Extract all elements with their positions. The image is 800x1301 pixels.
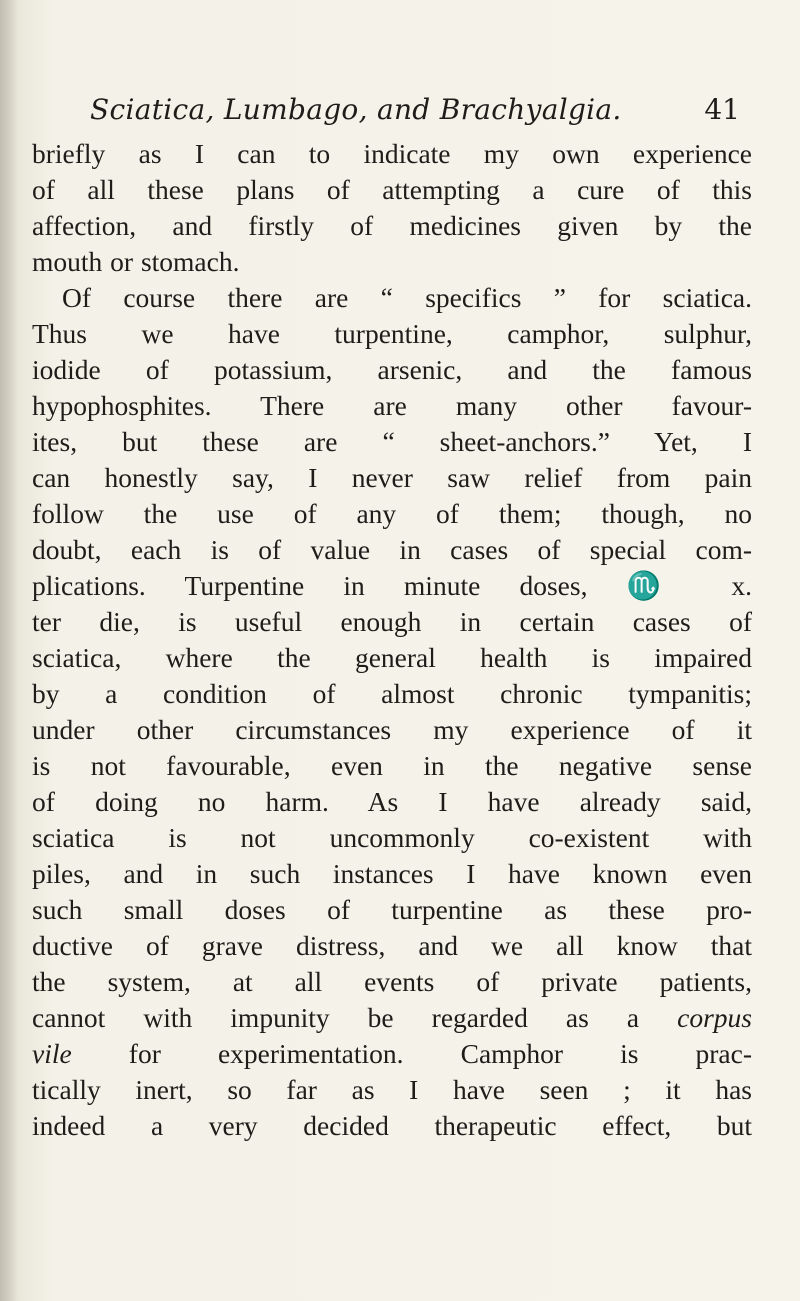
text-line: under other circumstances my experience of it <box>32 714 752 745</box>
text-line: sciatica, where the general health is impaired <box>32 642 752 673</box>
text-line: Thus we have turpentine, camphor, sulphur, <box>32 318 752 349</box>
text-line: is not favourable, even in the negative sense <box>32 750 752 781</box>
page-number: 41 <box>704 93 740 126</box>
running-title: Sciatica, Lumbago, and Brachyalgia. <box>90 93 622 126</box>
text-line: ter die, is useful enough in certain cases of <box>32 606 752 637</box>
text-line: can honestly say, I never saw relief from pain <box>32 462 752 493</box>
text-line: Of course there are “ specifics ” for sciatica. <box>62 282 752 313</box>
text-line: such small doses of turpentine as these pro- <box>32 894 752 925</box>
text-line: tically inert, so far as I have seen ; it has <box>32 1074 752 1105</box>
text-line: briefly as I can to indicate my own experience <box>32 138 752 169</box>
text-line: ites, but these are “ sheet-anchors.” Yet, I <box>32 426 752 457</box>
text-line: indeed a very decided therapeutic effect, but <box>32 1110 752 1141</box>
text-line: plications. Turpentine in minute doses, ♏ x. <box>32 570 752 601</box>
text-line: affection, and firstly of medicines given by the <box>32 210 752 241</box>
text-line: the system, at all events of private patients, <box>32 966 752 997</box>
text-line: sciatica is not uncommonly co-existent with <box>32 822 752 853</box>
text-line: of doing no harm. As I have already said, <box>32 786 752 817</box>
text-line: iodide of potassium, arsenic, and the famous <box>32 354 752 385</box>
body-text <box>32 136 752 1144</box>
text-line: piles, and in such instances I have known even <box>32 858 752 889</box>
text-line: doubt, each is of value in cases of special com- <box>32 534 752 565</box>
text-line: follow the use of any of them; though, no <box>32 498 752 529</box>
running-head <box>90 93 740 133</box>
text-line: vile for experimentation. Camphor is prac- <box>32 1038 752 1069</box>
text-line: by a condition of almost chronic tympanitis; <box>32 678 752 709</box>
text-line: mouth or stomach. <box>32 246 240 277</box>
page-gutter-shadow <box>0 0 18 1301</box>
text-line: of all these plans of attempting a cure of this <box>32 174 752 205</box>
text-line: hypophosphites. There are many other favour- <box>32 390 752 421</box>
text-line: ductive of grave distress, and we all know that <box>32 930 752 961</box>
text-line: cannot with impunity be regarded as a corpus <box>32 1002 752 1033</box>
